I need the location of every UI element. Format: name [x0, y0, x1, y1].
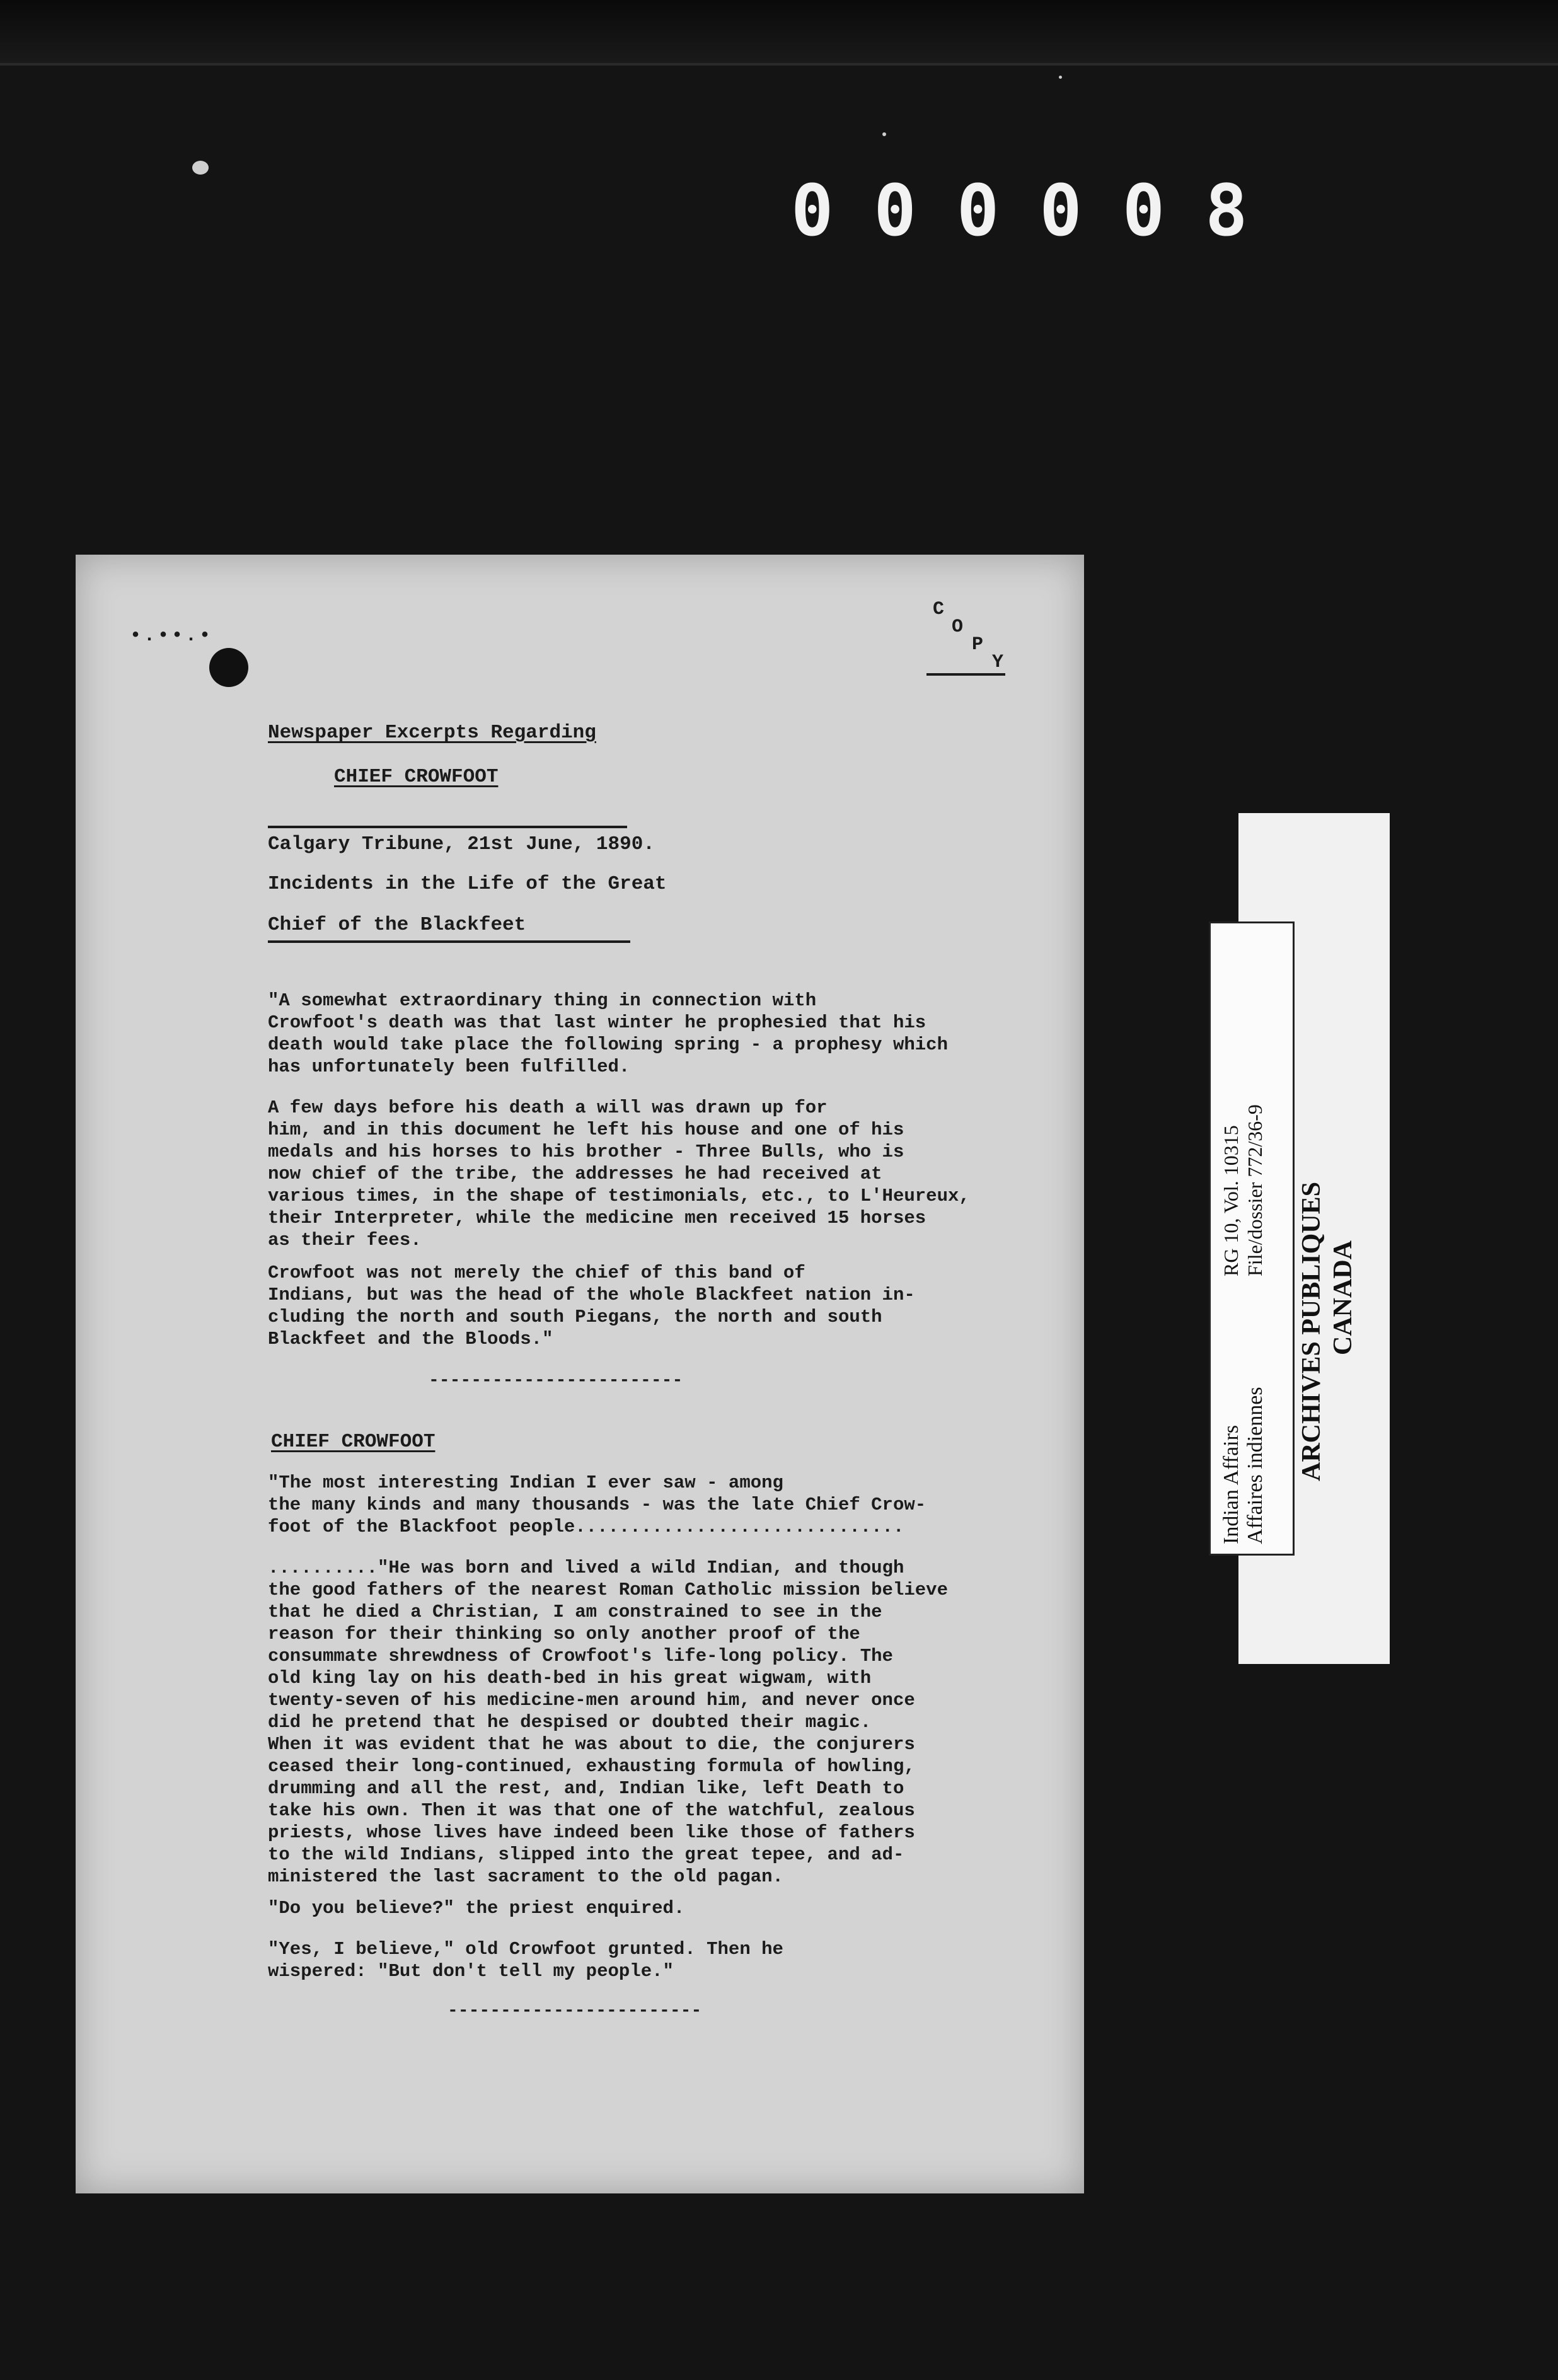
paragraph-2: A few days before his death a will was drawn up for him, and in this document he left his house and one of his medals and his horses to his brother - Three Bulls, who is now chief of the tribe, the addresses he had received at various times, in the shape of testimonials, etc., to L'Heureux, their Interpreter, while the medicine men received 15 horses as their fees.: [268, 1097, 970, 1251]
separator-2: ------------------------: [447, 2001, 702, 2021]
label-country: CANADA: [1329, 1240, 1358, 1355]
copy-letter: O: [952, 616, 964, 638]
dots-mark: •.••.•: [130, 625, 214, 647]
heading-line-2: CHIEF CROWFOOT: [334, 766, 499, 788]
paragraph-4: "The most interesting Indian I ever saw - among the many kinds and many thousands - was the late Chief Crow- foot of the Blackfoot people..............................: [268, 1472, 926, 1537]
separator-1: ------------------------: [429, 1371, 683, 1390]
subtitle-line-1: Incidents in the Life of the Great: [268, 873, 667, 895]
paragraph-1: "A somewhat extraordinary thing in connection with Crowfoot's death was that last winter he prophesied that his death would take place the following spring - a prophesy which has unfortunately been fulfilled.: [268, 990, 948, 1077]
punch-hole: [209, 648, 248, 687]
paragraph-7: "Yes, I believe," old Crowfoot grunted. Then he wispered: "But don't tell my people.": [268, 1939, 783, 1982]
heading-line-1: Newspaper Excerpts Regarding: [268, 722, 596, 744]
copy-letter: C: [933, 599, 945, 620]
copy-letter: Y: [992, 652, 1004, 673]
film-speck: [192, 161, 209, 175]
archive-reference-strip: [1209, 921, 1295, 1556]
label-dept-fr: Affaires indiennes: [1244, 1387, 1267, 1544]
label-dept-en: Indian Affairs: [1220, 1424, 1243, 1544]
copy-letter: P: [972, 634, 984, 656]
film-speck: [882, 132, 886, 136]
label-archive-fr: ARCHIVES PUBLIQUES: [1297, 1182, 1326, 1481]
label-ref-file: File/dossier 772/36-9: [1244, 1104, 1266, 1276]
label-ref-volume: RG 10, Vol. 10315: [1220, 1125, 1242, 1276]
subtitle-line-2: Chief of the Blackfeet: [268, 914, 526, 936]
paragraph-5: .........."He was born and lived a wild Indian, and though the good fathers of the nearest Roman Catholic mission believe that he died a Christian, I am constrained to see in the reason for their thinking so only another proof of the consummate shrewdness of Crowfoot's life-long policy. The old king lay on his death-bed in his great wigwam, with twenty-seven of his medicine-men around him, and never once did he pretend that he despised or doubted their magic. When it was evident that he was about to die, the conjurers ceased their long-continued, exhausting formula of howling, drumming and all the rest, and, Indian like, left Death to take his own. Then it was that one of the watchful, zealous priests, whose lives have indeed been like those of fathers to the wild Indians, slipped into the great tepee, and ad- ministered the last sacrament to the old pagan.: [268, 1557, 948, 1887]
source-rule: [268, 826, 627, 828]
document-page: [76, 555, 1084, 2193]
copy-stamp: [926, 599, 1015, 681]
section-2-heading: CHIEF CROWFOOT: [271, 1431, 436, 1453]
source-line: Calgary Tribune, 21st June, 1890.: [268, 833, 655, 855]
film-strip-edge: [0, 0, 1558, 66]
frame-number: 000008: [791, 170, 1288, 252]
paragraph-6: "Do you believe?" the priest enquired.: [268, 1898, 685, 1919]
film-speck: [1059, 76, 1062, 79]
paragraph-3: Crowfoot was not merely the chief of this band of Indians, but was the head of the whole Blackfeet nation in- cluding the north and south Piegans, the north and south Blackfeet and the Bloods.": [268, 1262, 915, 1349]
copy-underline: [926, 673, 1005, 676]
subtitle-underline: [268, 940, 630, 943]
